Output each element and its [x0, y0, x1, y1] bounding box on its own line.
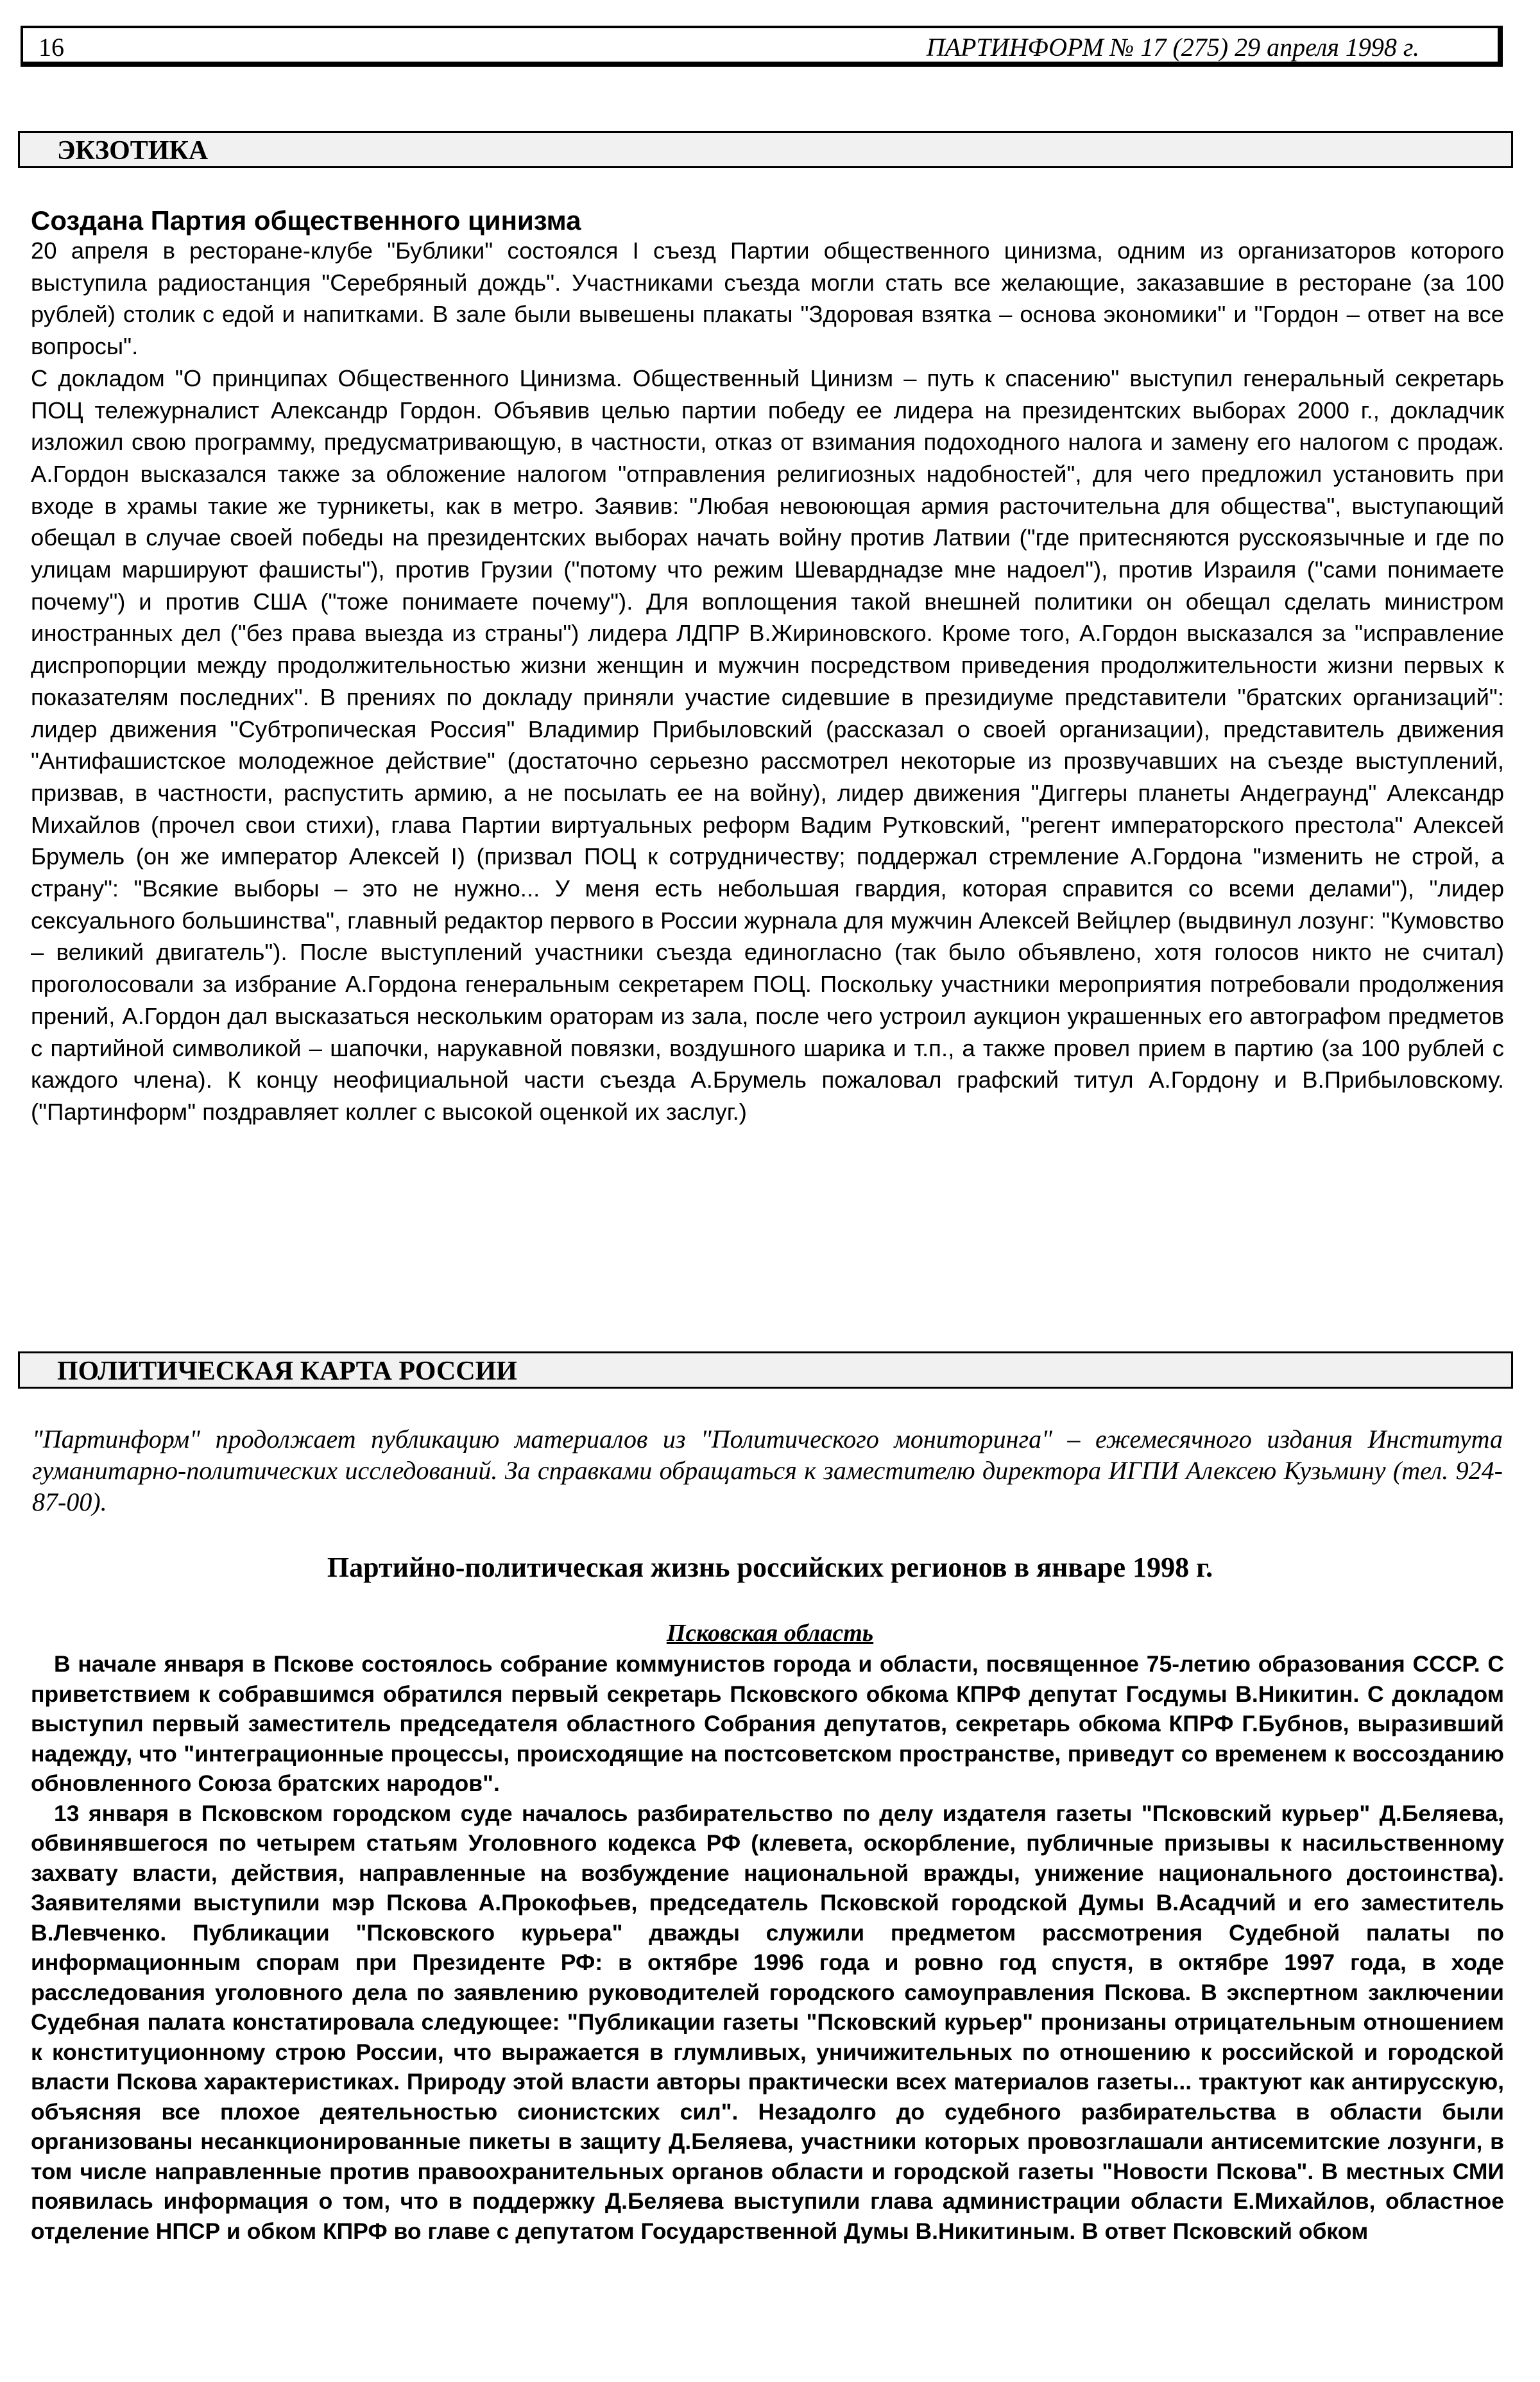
section-banner-exotica	[18, 131, 1513, 168]
region-heading: Псковская область	[666, 1620, 874, 1647]
article-body	[31, 235, 1504, 1128]
section-title: ЭКЗОТИКА	[57, 136, 209, 166]
page-number: 16	[38, 33, 64, 62]
report-body	[31, 1649, 1504, 2246]
issue-info: ПАРТИНФОРМ № 17 (275) 29 апреля 1998 г.	[926, 33, 1419, 62]
page-header	[21, 26, 1503, 67]
report-title: Партийно-политическая жизнь российских регионов в январе 1998 г.	[327, 1552, 1213, 1583]
report-paragraph: В начале января в Пскове состоялось собрание коммунистов города и области, посвященное 75-летию образования СССР. С приветствием к собравшимся обратился первый секретарь Псковского обкома КПРФ депутат Госдумы В.Никитин. С докладом выступил первый заместитель председателя областного Собрания депутатов, секретарь обкома КПРФ Г.Бубнов, выразивший надежду, что "интеграционные процессы, происходящие на постсоветском пространстве, приведут со временем к воссозданию обновленного Союза братских народов".	[31, 1651, 1504, 1796]
section-banner-political-map	[18, 1351, 1513, 1389]
editorial-note: "Партинформ" продолжает публикацию материалов из "Политического мониторинга" – ежемесячного издания Института гуманитарно-политических исследований. За справками обращаться к заместителю директора ИГПИ Алексею Кузьмину (тел. 924-87-00).	[32, 1425, 1503, 1516]
article-paragraph: С докладом "О принципах Общественного Цинизма. Общественный Цинизм – путь к спасению" выступил генеральный секретарь ПОЦ тележурналист Александр Гордон. Объявив целью партии победу ее лидера на президентских выборах 2000 г., докладчик изложил свою программу, предусматривающую, в частности, отказ от взимания подоходного налога и замену его налогом с продаж. А.Гордон высказался также за обложение налогом "отправления религиозных надобностей", для чего предложил установить при входе в храмы такие же турникеты, как в метро. Заявив: "Любая невоюющая армия расточительна для общества", выступающий обещал в случае своей победы на президентских выборах начать войну против Латвии ("где притесняются русскоязычные и где по улицам маршируют фашисты"), против Грузии ("потому что режим Шеварднадзе мне надоел"), против Израиля ("сами понимаете почему") и против США ("тоже понимаете почему"). Для воплощения такой внешней политики он обещал сделать министром иностранных дел ("без права выезда из страны") лидера ЛДПР В.Жириновского. Кроме того, А.Гордон высказался за "исправление диспропорции между продолжительностью жизни женщин и мужчин посредством приведения продолжительности жизни первых к показателям последних". В прениях по докладу приняли участие сидевшие в президиуме представители "братских организаций": лидер движения "Субтропическая Россия" Владимир Прибыловский (рассказал о своей организации), представитель движения "Антифашистское молодежное действие" (достаточно серьезно рассмотрел некоторые из прозвучавших на съезде выступлений, призвав, в частности, распустить армию, а не посылать ее на войну), лидер движения "Диггеры планеты Андеграунд" Александр Михайлов (прочел свои стихи), глава Партии виртуальных реформ Вадим Рутковский, "регент императорского престола" Алексей Брумель (он же император Алексей I) (призвал ПОЦ к сотрудничеству; поддержал стремление А.Гордона "изменить не строй, а страну": "Всякие выборы – это не нужно... У меня есть небольшая гвардия, которая справится со всеми делами"), "лидер сексуального большинства", главный редактор первого в России журнала для мужчин Алексей Вейцлер (выдвинул лозунг: "Кумовство – великий двигатель"). После выступлений участники съезда единогласно (так было объявлено, хотя голосов никто не считал) проголосовали за избрание А.Гордона генеральным секретарем ПОЦ. Поскольку участники мероприятия потребовали продолжения прений, А.Гордон дал высказаться нескольким ораторам из зала, после чего устроил аукцион украшенных его автографом предметов с партийной символикой – шапочки, нарукавной повязки, воздушного шарика и т.п., а также провел прием в партию (за 100 рублей с каждого члена). К концу неофициальной части съезда А.Брумель пожаловал графский титул А.Гордону и В.Прибыловскому. ("Партинформ" поздравляет коллег с высокой оценкой их заслуг.)	[31, 364, 1504, 1125]
article-paragraph: 20 апреля в ресторане-клубе "Бублики" состоялся I съезд Партии общественного цинизма, одним из организаторов которого выступила радиостанция "Серебряный дождь". Участниками съезда могли стать все желающие, заказавшие в ресторане (за 100 рублей) столик с едой и напитками. В зале были вывешены плакаты "Здоровая взятка – основа экономики" и "Гордон – ответ на все вопросы".	[31, 237, 1504, 360]
section-title: ПОЛИТИЧЕСКАЯ КАРТА РОССИИ	[57, 1357, 517, 1386]
article-title: Создана Партия общественного цинизма	[31, 205, 581, 236]
report-paragraph: 13 января в Псковском городском суде началось разбирательство по делу издателя газеты "Псковский курьер" Д.Беляева, обвинявшегося по четырем статьям Уголовного кодекса РФ (клевета, оскорбление, публичные призывы к насильственному захвату власти, действия, направленные на возбуждение национальной вражды, унижение национального достоинства). Заявителями выступили мэр Пскова А.Прокофьев, председатель Псковской городской Думы В.Асадчий и его заместитель В.Левченко. Публикации "Псковского курьера" дважды служили предметом рассмотрения Судебной палаты по информационным спорам при Президенте РФ: в октябре 1996 года и ровно год спустя, в октябре 1997 года, в ходе расследования уголовного дела по заявлению руководителей городского самоуправления Пскова. В экспертном заключении Судебная палата констатировала следующее: "Публикации газеты "Псковский курьер" пронизаны отрицательным отношением к конституционному строю России, что выражается в глумливых, уничижительных по отношению к российской и городской власти Пскова характеристиках. Природу этой власти авторы практически всех материалов газеты... трактуют как антирусскую, объясняя все плохое деятельностью сионистских сил". Незадолго до судебного разбирательства в области были организованы несанкционированные пикеты в защиту Д.Беляева, участники которых провозглашали антисемитские лозунги, в том числе направленные против правоохранительных органов области и городской газеты "Новости Пскова". В местных СМИ появилась информация о том, что в поддержку Д.Беляева выступили глава администрации области Е.Михайлов, областное отделение НПСР и обком КПРФ во главе с депутатом Государственной Думы В.Никитиным. В ответ Псковский обком	[31, 1800, 1504, 2244]
